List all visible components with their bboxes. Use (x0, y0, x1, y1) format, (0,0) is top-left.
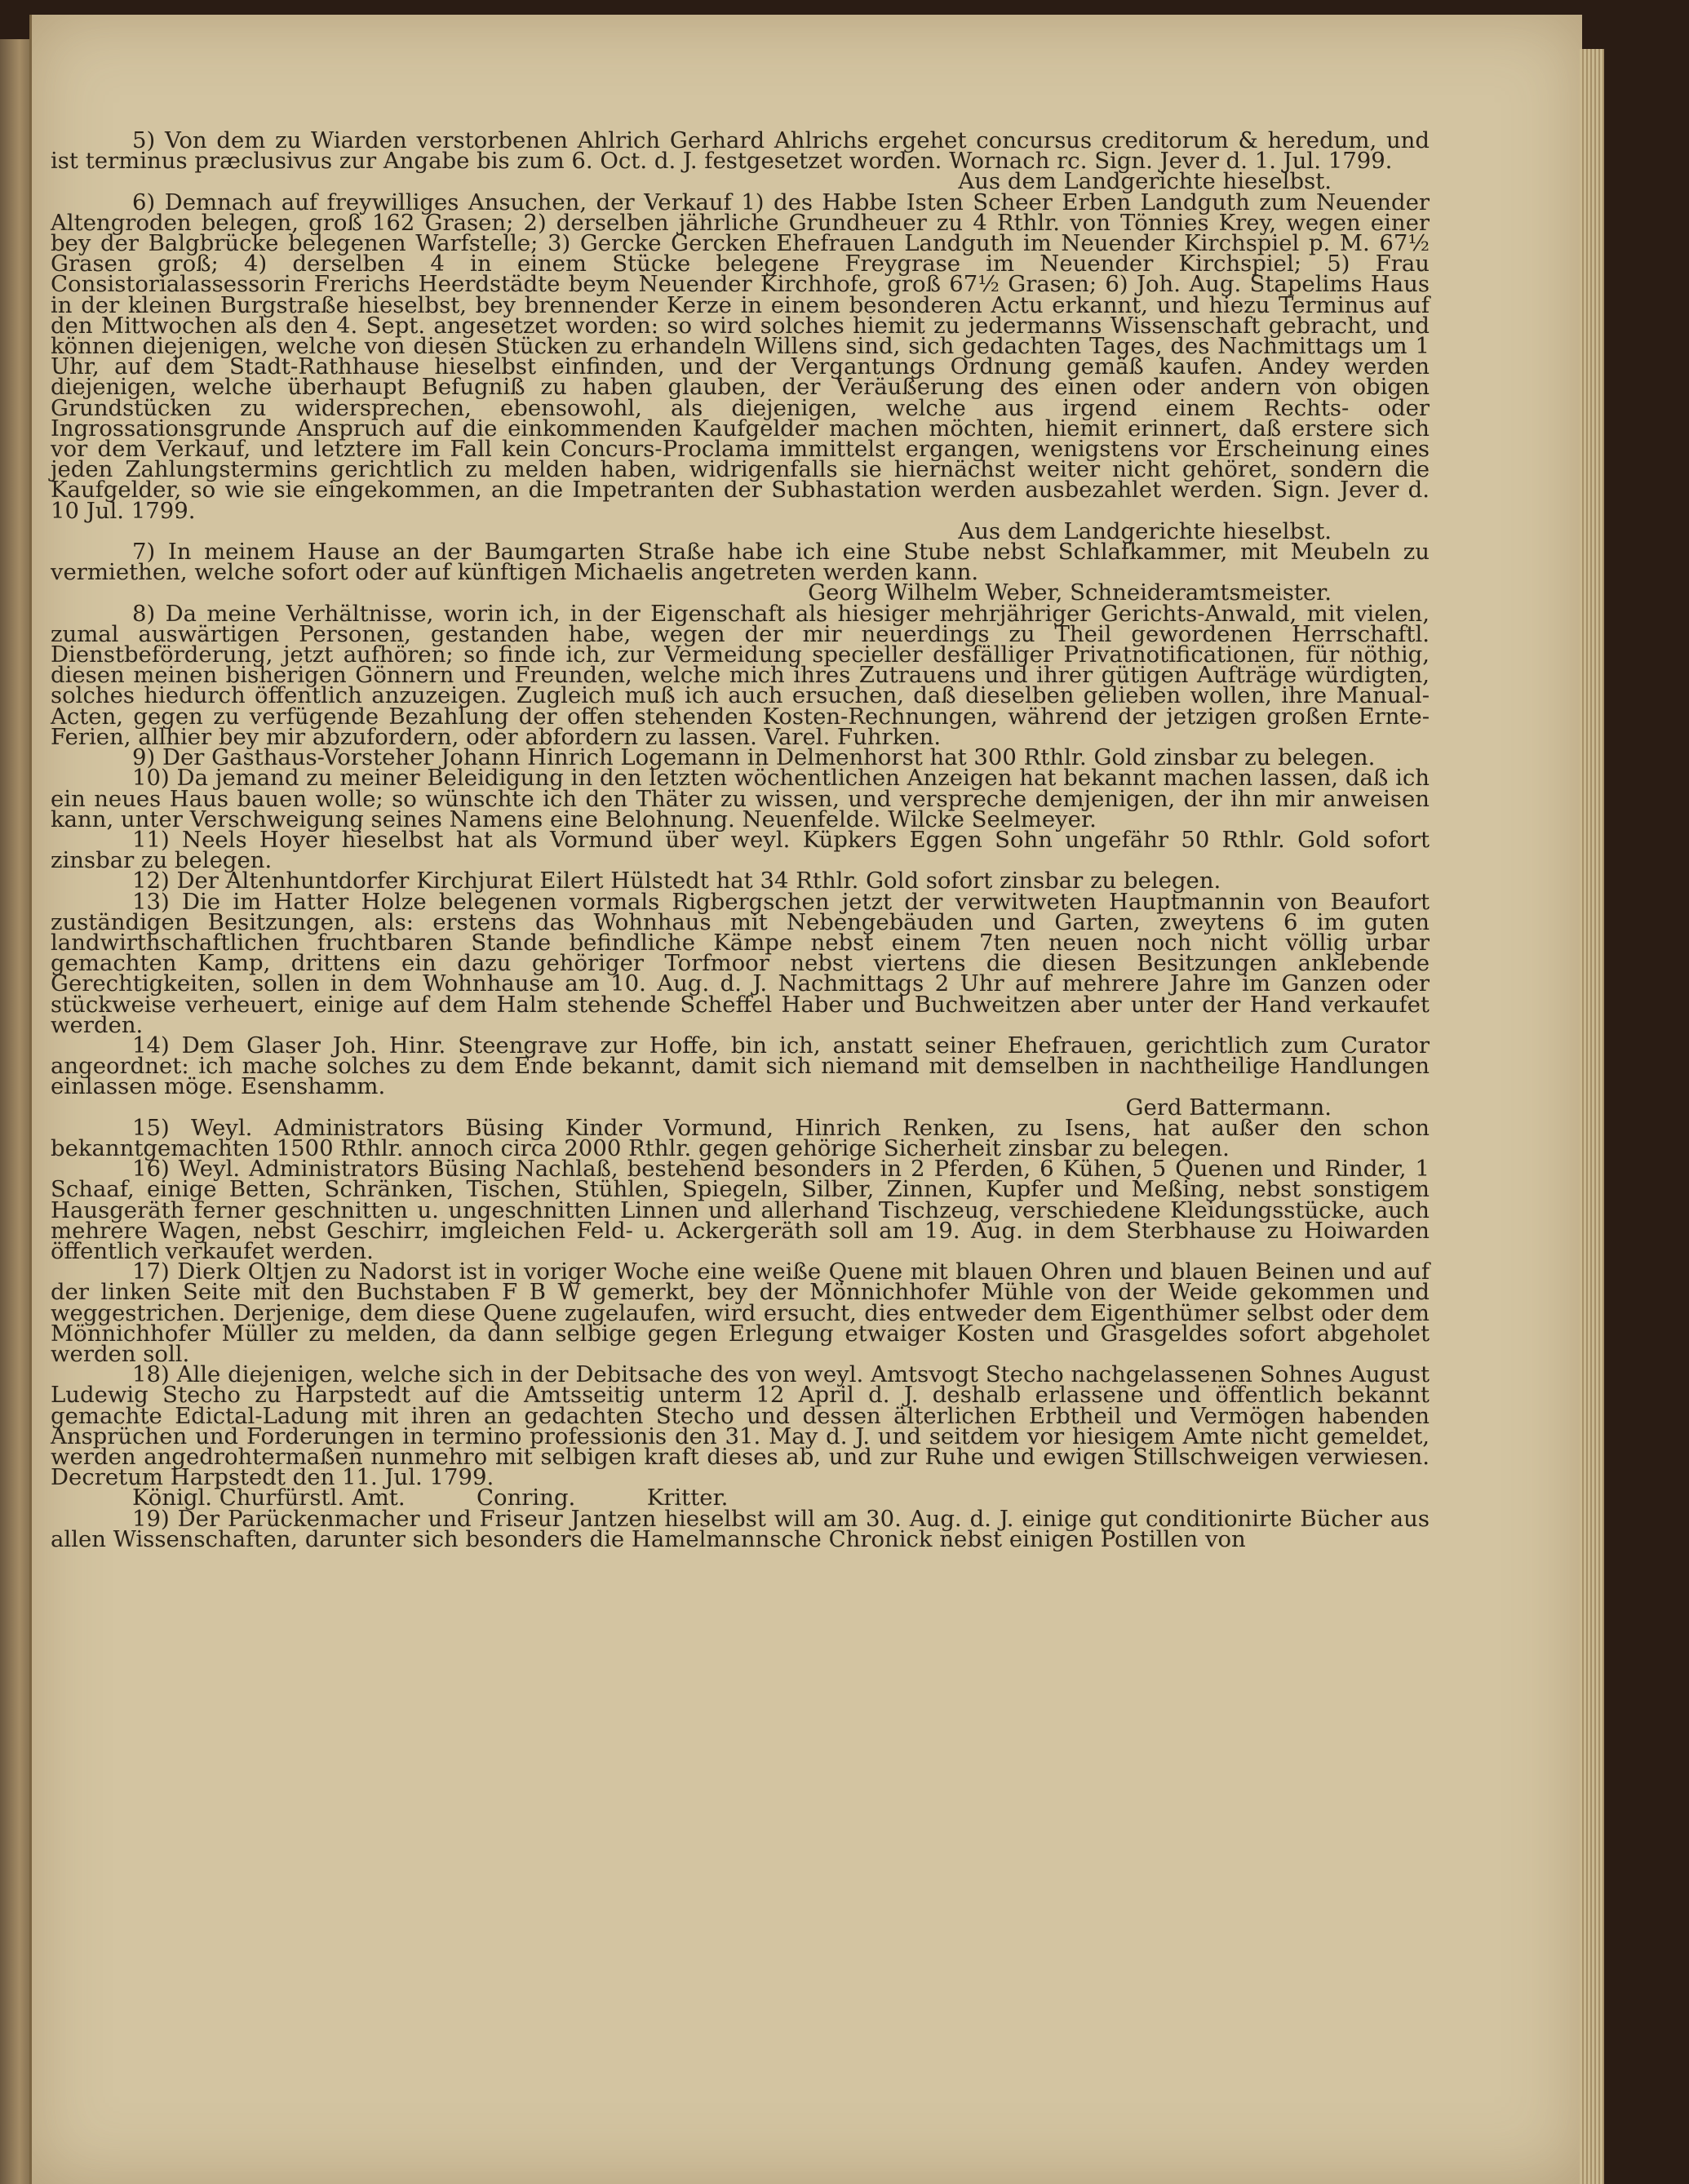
previous-page-edge (0, 39, 33, 2184)
notice-14-signature: Gerd Battermann. (1125, 1094, 1332, 1121)
notice-6-signature: Aus dem Landgerichte hieselbst. (958, 517, 1332, 544)
notice-16: 16) Weyl. Administrators Büsing Nachlaß, bestehend besonders in 2 Pferden, 6 Kühen, 5 Quenen und Rinder, 1 Schaaf, einige Betten, Schränken, Tischen, Stühlen, Spiegeln, Silber, Zinnen, Kupfer und Meßing, nebst sonstigem Hausgeräth ferner geschnitten u. ungeschnitten Linnen und allerhand Tischzeug, verschiedene Kleidungsstücke, auch mehrere Wagen, nebst Geschirr, imgleichen Feld- u. Ackergeräth soll am 19. Aug. in dem Sterbhause zu Hoiwarden öffentlich verkaufet werden. (51, 1156, 1430, 1264)
notice-15: 15) Weyl. Administrators Büsing Kinder Vormund, Hinrich Renken, zu Isens, hat außer den schon bekanntgemachten 1500 Rthlr. annoch circa 2000 Rthlr. gegen gehörige Sicherheit zinsbar zu belegen. (51, 1114, 1430, 1161)
notice-13: 13) Die im Hatter Holze belegenen vormals Rigbergschen jetzt der verwitweten Hauptmannin von Beaufort zuständigen Besitzungen, als: erstens das Wohnhaus mit Nebengebäuden und Garten, zweytens 6 im guten landwirthschaftlichen fruchtbaren Stande befindliche Kämpe nebst einem 7ten neuen noch nicht völlig urbar gemachten Kamp, drittens ein dazu gehöriger Torfmoor nebst viertens die diesen Besitzungen anklebende Gerechtigkeiten, sollen in dem Wohnhause am 10. Aug. d. J. Nachmittags 2 Uhr auf mehrere Jahre im Ganzen oder stückweise verheuert, einige auf dem Halm stehende Scheffel Haber und Buchweitzen aber unter der Hand verkaufet werden. (51, 888, 1430, 1038)
page-stack-edge (1580, 49, 1604, 2184)
notice-5-signature: Aus dem Landgerichte hieselbst. (958, 168, 1332, 195)
notice-7: 7) In meinem Hause an der Baumgarten Straße habe ich eine Stube nebst Schlafkammer, mit Meubeln zu vermiethen, welche sofort oder auf künftigen Michaelis angetreten werden kann. Georg Wilhelm Weber, Schneideramtsmeister. (51, 539, 1430, 606)
notice-14: 14) Dem Glaser Joh. Hinr. Steengrave zur Hoffe, bin ich, anstatt seiner Ehefrauen, gerichtlich zum Curator angeordnet: ich mache solches zu dem Ende bekannt, damit sich niemand mit demselben in nachtheilige Handlungen einlassen möge. Esenshamm. Gerd Battermann. (51, 1032, 1430, 1121)
notice-11: 11) Neels Hoyer hieselbst hat als Vormund über weyl. Küpkers Eggen Sohn ungefähr 50 Rthlr. Gold sofort zinsbar zu belegen. (51, 826, 1430, 874)
notice-6: 6) Demnach auf freywilliges Ansuchen, der Verkauf 1) des Habbe Isten Scheer Erben Landguth zum Neuender Altengroden belegen, groß 162 Grasen; 2) derselben jährliche Grundheuer zu 4 Rthlr. von Tönnies Krey, wegen einer bey der Balgbrücke belegenen Warfstelle; 3) Gercke Gercken Ehefrauen Landguth im Neuender Kirchspiel p. M. 67½ Grasen groß; 4) derselben 4 in einem Stücke belegene Freygrase im Neuender Kirchspiel; 5) Frau Consistorialassessorin Frerichs Heerdstädte beym Neuender Kirchhofe, groß 67½ Grasen; 6) Joh. Aug. Stapelims Haus in der kleinen Burgstraße hieselbst, bey brennender Kerze in einem besonderen Actu erkannt, und hiezu Terminus auf den Mittwochen als den 4. Sept. angesetzet worden: so wird solches hiemit zu jedermanns Wissenschaft gebracht, und können diejenigen, welche von diesen Stücken zu erhandeln Willens sind, sich gedachten Tages, des Nachmittags um 1 Uhr, auf dem Stadt-Rathhause hieselbst einfinden, und der Vergantungs Ordnung gemäß kaufen. Andey werden diejenigen, welche überhaupt Befugniß zu haben glauben, der Veräußerung des einen oder andern von obigen Grundstücken zu widersprechen, ebensowohl, als diejenigen, welche aus irgend einem Rechts- oder Ingrossationsgrunde Anspruch auf die einkommenden Kaufgelder machen möchten, hiemit erinnert, daß erstere sich vor dem Verkauf, und letztere im Fall kein Concurs-Proclama immittelst ergangen, wenigstens vor Erscheinung eines jeden Zahlungstermins gerichtlich zu melden haben, widrigenfalls sie hiernächst weiter nicht gehöret, sondern die Kaufgelder, so wie sie eingekommen, an die Impetranten der Subhastation werden ausbezahlet werden. Sign. Jever d. 10 Jul. 1799. Aus dem Landgerichte hieselbst. (51, 189, 1430, 544)
notice-12: 12) Der Altenhuntdorfer Kirchjurat Eilert Hülstedt hat 34 Rthlr. Gold sofort zinsbar zu belegen. (132, 868, 1221, 894)
notice-18-signatures: Königl. Churfürstl. Amt. Conring. Kritter. (132, 1485, 729, 1511)
notice-10: 10) Da jemand zu meiner Beleidigung in den letzten wöchentlichen Anzeigen hat bekannt machen lassen, daß ich ein neues Haus bauen wolle; so wünschte ich den Thäter zu wissen, und verspreche demjenigen, der ihn mir anweisen kann, unter Verschweigung seines Namens eine Belohnung. Neuenfelde. Wilcke Seelmeyer. (51, 765, 1430, 832)
notice-7-signature: Georg Wilhelm Weber, Schneideramtsmeister. (808, 579, 1332, 606)
notice-18: 18) Alle diejenigen, welche sich in der Debitsache des von weyl. Amtsvogt Stecho nachgelassenen Sohnes August Ludewig Stecho zu Harpstedt auf die Amtsseitig unterm 12 April d. J. deshalb erlassene und öffentlich bekannt gemachte Edictal-Ladung mit ihren an gedachten Stecho und dessen älterlichen Erbtheil und Vermögen habenden Ansprüchen und Forderungen in termino professionis den 31. May d. J. und seitdem vor hiesigem Amte nicht gemeldet, werden angedrohtermaßen nunmehro mit selbigen kraft dieses ab, und zur Ruhe und ewigen Stillschweigen verwiesen. Decretum Harpstedt den 11. Jul. 1799. (51, 1361, 1430, 1491)
notice-8: 8) Da meine Verhältnisse, worin ich, in der Eigenschaft als hiesiger mehrjähriger Gerichts-Anwald, mit vielen, zumal auswärtigen Personen, gestanden habe, wegen der mir neuerdings zu Theil gewordenen Herrschaftl. Dienstbeförderung, jetzt aufhören; so finde ich, zur Vermeidung specieller desfälliger Privatnotificationen, für nöthig, diesen meinen bisherigen Gönnern und Freunden, welche mich ihres Zutrauens und ihrer gütigen Aufträge würdigten, solches hiedurch öffentlich anzuzeigen. Zugleich muß ich auch ersuchen, daß dieselben gelieben wollen, ihre Manual-Acten, gegen zu verfügende Bezahlung der offen stehenden Kosten-Rechnungen, während der jetzigen großen Ernte-Ferien, allhier bey mir abzufordern, oder abfordern zu lassen. Varel. Fuhrken. (51, 600, 1430, 750)
notice-9: 9) Der Gasthaus-Vorsteher Johann Hinrich Logemann in Delmenhorst hat 300 Rthlr. Gold zinsbar zu belegen. (132, 744, 1376, 771)
notice-17: 17) Dierk Oltjen zu Nadorst ist in voriger Woche eine weiße Quene mit blauen Ohren und blauen Beinen und auf der linken Seite mit den Buchstaben F B W gemerkt, bey der Mönnichhofer Mühle von der Weide gekommen und weggestrichen. Derjenige, dem diese Quene zugelaufen, wird ersucht, dies entweder dem Eigenthümer selbst oder dem Mönnichhofer Müller zu melden, da dann selbige gegen Erlegung etwaiger Kosten und Grasgeldes sofort abgeholet werden soll. (51, 1258, 1430, 1367)
page-text (51, 127, 1430, 1552)
notice-5: 5) Von dem zu Wiarden verstorbenen Ahlrich Gerhard Ahlrichs ergehet concursus creditorum & heredum, und ist terminus præclusivus zur Angabe bis zum 6. Oct. d. J. festgesetzet worden. Wornach rc. Sign. Jever d. 1. Jul. 1799. Aus dem Landgerichte hieselbst. (51, 127, 1430, 195)
notice-19: 19) Der Parückenmacher und Friseur Jantzen hieselbst will am 30. Aug. d. J. einige gut conditionirte Bücher aus allen Wissenschaften, darunter sich besonders die Hamelmannsche Chronick nebst einigen Postillen von (51, 1505, 1430, 1552)
